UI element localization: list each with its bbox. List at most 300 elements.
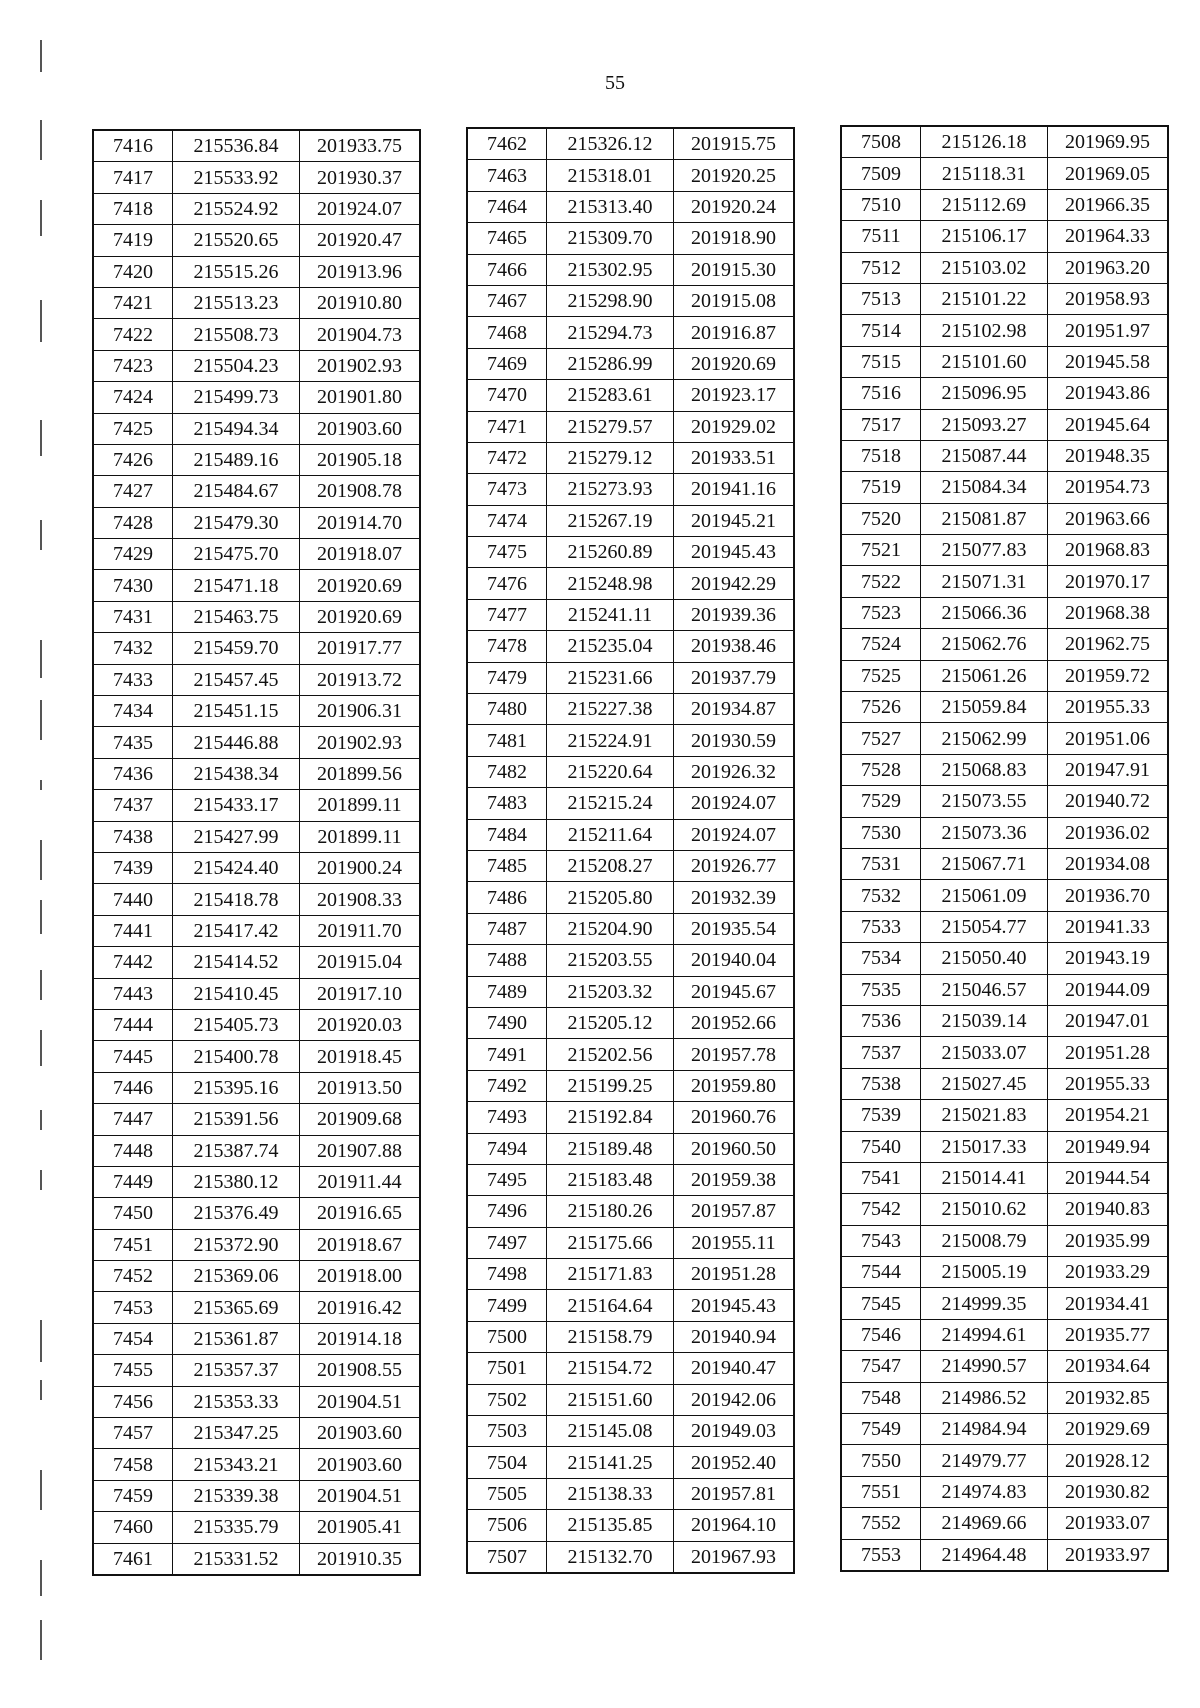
table-row <box>467 1196 794 1227</box>
y-coordinate-cell: 201958.93 <box>1048 283 1169 314</box>
table-row <box>467 537 794 568</box>
y-coordinate-cell: 201942.29 <box>674 568 795 599</box>
point-id-cell: 7526 <box>841 692 921 723</box>
point-id-cell: 7467 <box>467 285 547 316</box>
x-coordinate-cell: 215101.60 <box>921 346 1048 377</box>
margin-mark <box>40 840 42 880</box>
x-coordinate-cell: 215536.84 <box>173 130 300 162</box>
y-coordinate-cell: 201908.33 <box>300 884 421 915</box>
table-row <box>93 225 420 256</box>
x-coordinate-cell: 215457.45 <box>173 664 300 695</box>
x-coordinate-cell: 215231.66 <box>547 662 674 693</box>
y-coordinate-cell: 201947.01 <box>1048 1005 1169 1036</box>
table-row <box>93 162 420 193</box>
point-id-cell: 7455 <box>93 1355 173 1386</box>
x-coordinate-cell: 215202.56 <box>547 1039 674 1070</box>
point-id-cell: 7475 <box>467 537 547 568</box>
x-coordinate-cell: 215033.07 <box>921 1037 1048 1068</box>
x-coordinate-cell: 215353.33 <box>173 1386 300 1417</box>
y-coordinate-cell: 201932.39 <box>674 882 795 913</box>
y-coordinate-cell: 201900.24 <box>300 852 421 883</box>
point-id-cell: 7545 <box>841 1288 921 1319</box>
table-row <box>93 1543 420 1575</box>
table-row <box>93 633 420 664</box>
x-coordinate-cell: 215145.08 <box>547 1416 674 1447</box>
x-coordinate-cell: 215427.99 <box>173 821 300 852</box>
point-id-cell: 7528 <box>841 754 921 785</box>
table-row <box>841 754 1168 785</box>
point-id-cell: 7543 <box>841 1225 921 1256</box>
x-coordinate-cell: 215010.62 <box>921 1194 1048 1225</box>
table-row <box>467 1102 794 1133</box>
table-row <box>841 817 1168 848</box>
table-row <box>93 350 420 381</box>
point-id-cell: 7477 <box>467 599 547 630</box>
point-id-cell: 7452 <box>93 1261 173 1292</box>
x-coordinate-cell: 215508.73 <box>173 319 300 350</box>
x-coordinate-cell: 215357.37 <box>173 1355 300 1386</box>
x-coordinate-cell: 215365.69 <box>173 1292 300 1323</box>
table-row <box>93 1449 420 1480</box>
x-coordinate-cell: 215027.45 <box>921 1068 1048 1099</box>
table-row <box>93 507 420 538</box>
y-coordinate-cell: 201940.94 <box>674 1321 795 1352</box>
point-id-cell: 7424 <box>93 382 173 413</box>
point-id-cell: 7532 <box>841 880 921 911</box>
x-coordinate-cell: 215151.60 <box>547 1384 674 1415</box>
x-coordinate-cell: 215054.77 <box>921 911 1048 942</box>
x-coordinate-cell: 215369.06 <box>173 1261 300 1292</box>
x-coordinate-cell: 215008.79 <box>921 1225 1048 1256</box>
table-row <box>467 725 794 756</box>
point-id-cell: 7508 <box>841 126 921 158</box>
y-coordinate-cell: 201910.80 <box>300 287 421 318</box>
table-row <box>841 472 1168 503</box>
x-coordinate-cell: 215395.16 <box>173 1072 300 1103</box>
y-coordinate-cell: 201924.07 <box>674 788 795 819</box>
table-row <box>93 821 420 852</box>
point-id-cell: 7418 <box>93 193 173 224</box>
point-id-cell: 7492 <box>467 1070 547 1101</box>
point-id-cell: 7419 <box>93 225 173 256</box>
point-id-cell: 7420 <box>93 256 173 287</box>
point-id-cell: 7476 <box>467 568 547 599</box>
x-coordinate-cell: 215417.42 <box>173 915 300 946</box>
point-id-cell: 7428 <box>93 507 173 538</box>
table-row <box>841 597 1168 628</box>
table-row <box>93 758 420 789</box>
point-id-cell: 7523 <box>841 597 921 628</box>
point-id-cell: 7514 <box>841 315 921 346</box>
point-id-cell: 7546 <box>841 1319 921 1350</box>
y-coordinate-cell: 201916.42 <box>300 1292 421 1323</box>
point-id-cell: 7536 <box>841 1005 921 1036</box>
point-id-cell: 7537 <box>841 1037 921 1068</box>
margin-mark <box>40 1170 42 1190</box>
table-row <box>841 440 1168 471</box>
x-coordinate-cell: 215126.18 <box>921 126 1048 158</box>
y-coordinate-cell: 201929.69 <box>1048 1414 1169 1445</box>
x-coordinate-cell: 215248.98 <box>547 568 674 599</box>
x-coordinate-cell: 215459.70 <box>173 633 300 664</box>
point-id-cell: 7483 <box>467 788 547 819</box>
y-coordinate-cell: 201939.36 <box>674 599 795 630</box>
table-row <box>841 660 1168 691</box>
point-id-cell: 7431 <box>93 601 173 632</box>
y-coordinate-cell: 201906.31 <box>300 696 421 727</box>
coordinate-table-2 <box>466 127 795 1574</box>
y-coordinate-cell: 201920.69 <box>300 570 421 601</box>
margin-mark <box>40 780 42 790</box>
y-coordinate-cell: 201933.75 <box>300 130 421 162</box>
y-coordinate-cell: 201949.03 <box>674 1416 795 1447</box>
table-row <box>467 1259 794 1290</box>
x-coordinate-cell: 215158.79 <box>547 1321 674 1352</box>
point-id-cell: 7427 <box>93 476 173 507</box>
x-coordinate-cell: 215339.38 <box>173 1480 300 1511</box>
table-row <box>93 476 420 507</box>
table-row <box>467 1416 794 1447</box>
table-row <box>841 1068 1168 1099</box>
table-row <box>467 1164 794 1195</box>
point-id-cell: 7465 <box>467 223 547 254</box>
point-id-cell: 7491 <box>467 1039 547 1070</box>
x-coordinate-cell: 215331.52 <box>173 1543 300 1575</box>
y-coordinate-cell: 201904.51 <box>300 1480 421 1511</box>
table-row <box>93 1166 420 1197</box>
table-row <box>841 1382 1168 1413</box>
table-row <box>467 128 794 160</box>
table-row <box>467 254 794 285</box>
x-coordinate-cell: 215220.64 <box>547 756 674 787</box>
y-coordinate-cell: 201920.69 <box>300 601 421 632</box>
point-id-cell: 7507 <box>467 1541 547 1573</box>
table-row <box>93 539 420 570</box>
y-coordinate-cell: 201926.77 <box>674 850 795 881</box>
y-coordinate-cell: 201951.97 <box>1048 315 1169 346</box>
table-row <box>467 945 794 976</box>
point-id-cell: 7510 <box>841 189 921 220</box>
x-coordinate-cell: 215410.45 <box>173 978 300 1009</box>
y-coordinate-cell: 201938.46 <box>674 631 795 662</box>
point-id-cell: 7440 <box>93 884 173 915</box>
y-coordinate-cell: 201944.09 <box>1048 974 1169 1005</box>
point-id-cell: 7517 <box>841 409 921 440</box>
point-id-cell: 7538 <box>841 1068 921 1099</box>
y-coordinate-cell: 201951.28 <box>674 1259 795 1290</box>
x-coordinate-cell: 215504.23 <box>173 350 300 381</box>
table-row <box>841 786 1168 817</box>
point-id-cell: 7531 <box>841 848 921 879</box>
y-coordinate-cell: 201915.08 <box>674 285 795 316</box>
y-coordinate-cell: 201918.90 <box>674 223 795 254</box>
y-coordinate-cell: 201899.56 <box>300 758 421 789</box>
table-row <box>467 411 794 442</box>
table-row <box>467 348 794 379</box>
point-id-cell: 7520 <box>841 503 921 534</box>
point-id-cell: 7435 <box>93 727 173 758</box>
point-id-cell: 7496 <box>467 1196 547 1227</box>
x-coordinate-cell: 215059.84 <box>921 692 1048 723</box>
table-row <box>841 1476 1168 1507</box>
y-coordinate-cell: 201962.75 <box>1048 629 1169 660</box>
point-id-cell: 7504 <box>467 1447 547 1478</box>
point-id-cell: 7497 <box>467 1227 547 1258</box>
point-id-cell: 7439 <box>93 852 173 883</box>
point-id-cell: 7472 <box>467 442 547 473</box>
x-coordinate-cell: 215424.40 <box>173 852 300 883</box>
table-row <box>467 474 794 505</box>
margin-mark <box>40 900 42 934</box>
x-coordinate-cell: 215414.52 <box>173 947 300 978</box>
x-coordinate-cell: 215513.23 <box>173 287 300 318</box>
y-coordinate-cell: 201905.18 <box>300 444 421 475</box>
y-coordinate-cell: 201935.54 <box>674 913 795 944</box>
y-coordinate-cell: 201937.79 <box>674 662 795 693</box>
y-coordinate-cell: 201933.97 <box>1048 1539 1169 1571</box>
point-id-cell: 7498 <box>467 1259 547 1290</box>
x-coordinate-cell: 215475.70 <box>173 539 300 570</box>
y-coordinate-cell: 201915.30 <box>674 254 795 285</box>
y-coordinate-cell: 201905.41 <box>300 1512 421 1543</box>
y-coordinate-cell: 201926.32 <box>674 756 795 787</box>
x-coordinate-cell: 215084.34 <box>921 472 1048 503</box>
table-row <box>841 1414 1168 1445</box>
table-row <box>841 1100 1168 1131</box>
x-coordinate-cell: 215154.72 <box>547 1353 674 1384</box>
x-coordinate-cell: 215211.64 <box>547 819 674 850</box>
table-row <box>467 160 794 191</box>
x-coordinate-cell: 215101.22 <box>921 283 1048 314</box>
point-id-cell: 7474 <box>467 505 547 536</box>
x-coordinate-cell: 215066.36 <box>921 597 1048 628</box>
margin-mark <box>40 300 42 342</box>
table-row <box>93 852 420 883</box>
point-id-cell: 7534 <box>841 943 921 974</box>
x-coordinate-cell: 215267.19 <box>547 505 674 536</box>
table-row <box>467 631 794 662</box>
point-id-cell: 7471 <box>467 411 547 442</box>
y-coordinate-cell: 201930.59 <box>674 725 795 756</box>
point-id-cell: 7469 <box>467 348 547 379</box>
point-id-cell: 7516 <box>841 378 921 409</box>
x-coordinate-cell: 215062.76 <box>921 629 1048 660</box>
point-id-cell: 7460 <box>93 1512 173 1543</box>
x-coordinate-cell: 215433.17 <box>173 790 300 821</box>
x-coordinate-cell: 215138.33 <box>547 1478 674 1509</box>
table-row <box>93 947 420 978</box>
point-id-cell: 7480 <box>467 694 547 725</box>
x-coordinate-cell: 215175.66 <box>547 1227 674 1258</box>
y-coordinate-cell: 201913.72 <box>300 664 421 695</box>
table-row <box>841 723 1168 754</box>
table-row <box>467 1321 794 1352</box>
x-coordinate-cell: 215068.83 <box>921 754 1048 785</box>
table-row <box>841 1539 1168 1571</box>
point-id-cell: 7462 <box>467 128 547 160</box>
y-coordinate-cell: 201942.06 <box>674 1384 795 1415</box>
table-row <box>93 287 420 318</box>
y-coordinate-cell: 201952.66 <box>674 1007 795 1038</box>
point-id-cell: 7490 <box>467 1007 547 1038</box>
margin-mark <box>40 520 42 550</box>
x-coordinate-cell: 215235.04 <box>547 631 674 662</box>
point-id-cell: 7544 <box>841 1257 921 1288</box>
margin-mark <box>40 1030 42 1066</box>
point-id-cell: 7451 <box>93 1229 173 1260</box>
y-coordinate-cell: 201924.07 <box>674 819 795 850</box>
table-row <box>467 756 794 787</box>
x-coordinate-cell: 215205.12 <box>547 1007 674 1038</box>
point-id-cell: 7446 <box>93 1072 173 1103</box>
table-row <box>841 126 1168 158</box>
x-coordinate-cell: 215135.85 <box>547 1510 674 1541</box>
x-coordinate-cell: 215451.15 <box>173 696 300 727</box>
table-row <box>93 1229 420 1260</box>
table-row <box>467 1039 794 1070</box>
point-id-cell: 7535 <box>841 974 921 1005</box>
margin-mark <box>40 40 42 72</box>
x-coordinate-cell: 214984.94 <box>921 1414 1048 1445</box>
y-coordinate-cell: 201944.54 <box>1048 1162 1169 1193</box>
y-coordinate-cell: 201936.70 <box>1048 880 1169 911</box>
x-coordinate-cell: 215061.26 <box>921 660 1048 691</box>
point-id-cell: 7432 <box>93 633 173 664</box>
x-coordinate-cell: 215005.19 <box>921 1257 1048 1288</box>
y-coordinate-cell: 201904.73 <box>300 319 421 350</box>
table-row <box>841 1445 1168 1476</box>
y-coordinate-cell: 201945.43 <box>674 1290 795 1321</box>
table-row <box>841 1508 1168 1539</box>
y-coordinate-cell: 201918.45 <box>300 1041 421 1072</box>
table-row <box>841 1037 1168 1068</box>
x-coordinate-cell: 214986.52 <box>921 1382 1048 1413</box>
y-coordinate-cell: 201955.33 <box>1048 1068 1169 1099</box>
y-coordinate-cell: 201903.60 <box>300 1449 421 1480</box>
x-coordinate-cell: 215318.01 <box>547 160 674 191</box>
y-coordinate-cell: 201918.00 <box>300 1261 421 1292</box>
y-coordinate-cell: 201918.67 <box>300 1229 421 1260</box>
y-coordinate-cell: 201943.86 <box>1048 378 1169 409</box>
table-row <box>93 1261 420 1292</box>
x-coordinate-cell: 215302.95 <box>547 254 674 285</box>
y-coordinate-cell: 201934.41 <box>1048 1288 1169 1319</box>
table-row <box>93 444 420 475</box>
margin-mark <box>40 640 42 678</box>
point-id-cell: 7522 <box>841 566 921 597</box>
x-coordinate-cell: 215499.73 <box>173 382 300 413</box>
table-row <box>467 976 794 1007</box>
table-row <box>467 191 794 222</box>
x-coordinate-cell: 215021.83 <box>921 1100 1048 1131</box>
table-row <box>467 1478 794 1509</box>
y-coordinate-cell: 201920.03 <box>300 1009 421 1040</box>
x-coordinate-cell: 215283.61 <box>547 380 674 411</box>
x-coordinate-cell: 214974.83 <box>921 1476 1048 1507</box>
table-row <box>467 223 794 254</box>
point-id-cell: 7433 <box>93 664 173 695</box>
y-coordinate-cell: 201969.05 <box>1048 158 1169 189</box>
point-id-cell: 7513 <box>841 283 921 314</box>
y-coordinate-cell: 201959.80 <box>674 1070 795 1101</box>
point-id-cell: 7445 <box>93 1041 173 1072</box>
point-id-cell: 7533 <box>841 911 921 942</box>
table-row <box>93 130 420 162</box>
coordinate-table-1 <box>92 129 421 1576</box>
point-id-cell: 7438 <box>93 821 173 852</box>
x-coordinate-cell: 215103.02 <box>921 252 1048 283</box>
y-coordinate-cell: 201969.95 <box>1048 126 1169 158</box>
y-coordinate-cell: 201920.47 <box>300 225 421 256</box>
margin-mark <box>40 1320 42 1362</box>
point-id-cell: 7521 <box>841 535 921 566</box>
point-id-cell: 7486 <box>467 882 547 913</box>
point-id-cell: 7429 <box>93 539 173 570</box>
x-coordinate-cell: 215199.25 <box>547 1070 674 1101</box>
x-coordinate-cell: 215273.93 <box>547 474 674 505</box>
x-coordinate-cell: 215463.75 <box>173 601 300 632</box>
point-id-cell: 7421 <box>93 287 173 318</box>
table-row <box>841 1225 1168 1256</box>
y-coordinate-cell: 201934.08 <box>1048 848 1169 879</box>
y-coordinate-cell: 201959.72 <box>1048 660 1169 691</box>
table-row <box>841 911 1168 942</box>
point-id-cell: 7450 <box>93 1198 173 1229</box>
point-id-cell: 7540 <box>841 1131 921 1162</box>
x-coordinate-cell: 215400.78 <box>173 1041 300 1072</box>
x-coordinate-cell: 214990.57 <box>921 1351 1048 1382</box>
y-coordinate-cell: 201945.67 <box>674 976 795 1007</box>
x-coordinate-cell: 215298.90 <box>547 285 674 316</box>
x-coordinate-cell: 215387.74 <box>173 1135 300 1166</box>
y-coordinate-cell: 201916.87 <box>674 317 795 348</box>
y-coordinate-cell: 201913.50 <box>300 1072 421 1103</box>
point-id-cell: 7484 <box>467 819 547 850</box>
y-coordinate-cell: 201934.87 <box>674 694 795 725</box>
point-id-cell: 7463 <box>467 160 547 191</box>
point-id-cell: 7456 <box>93 1386 173 1417</box>
y-coordinate-cell: 201945.43 <box>674 537 795 568</box>
x-coordinate-cell: 215081.87 <box>921 503 1048 534</box>
table-row <box>467 913 794 944</box>
y-coordinate-cell: 201947.91 <box>1048 754 1169 785</box>
x-coordinate-cell: 215203.55 <box>547 945 674 976</box>
point-id-cell: 7478 <box>467 631 547 662</box>
x-coordinate-cell: 215071.31 <box>921 566 1048 597</box>
x-coordinate-cell: 215203.32 <box>547 976 674 1007</box>
point-id-cell: 7436 <box>93 758 173 789</box>
x-coordinate-cell: 215484.67 <box>173 476 300 507</box>
y-coordinate-cell: 201911.70 <box>300 915 421 946</box>
point-id-cell: 7525 <box>841 660 921 691</box>
point-id-cell: 7550 <box>841 1445 921 1476</box>
x-coordinate-cell: 215391.56 <box>173 1104 300 1135</box>
table-row <box>841 189 1168 220</box>
x-coordinate-cell: 215102.98 <box>921 315 1048 346</box>
y-coordinate-cell: 201936.02 <box>1048 817 1169 848</box>
x-coordinate-cell: 215093.27 <box>921 409 1048 440</box>
y-coordinate-cell: 201917.77 <box>300 633 421 664</box>
point-id-cell: 7499 <box>467 1290 547 1321</box>
table-row <box>841 629 1168 660</box>
x-coordinate-cell: 215215.24 <box>547 788 674 819</box>
x-coordinate-cell: 214969.66 <box>921 1508 1048 1539</box>
point-id-cell: 7506 <box>467 1510 547 1541</box>
table-row <box>93 915 420 946</box>
point-id-cell: 7524 <box>841 629 921 660</box>
table-row <box>841 346 1168 377</box>
table-row <box>93 1198 420 1229</box>
